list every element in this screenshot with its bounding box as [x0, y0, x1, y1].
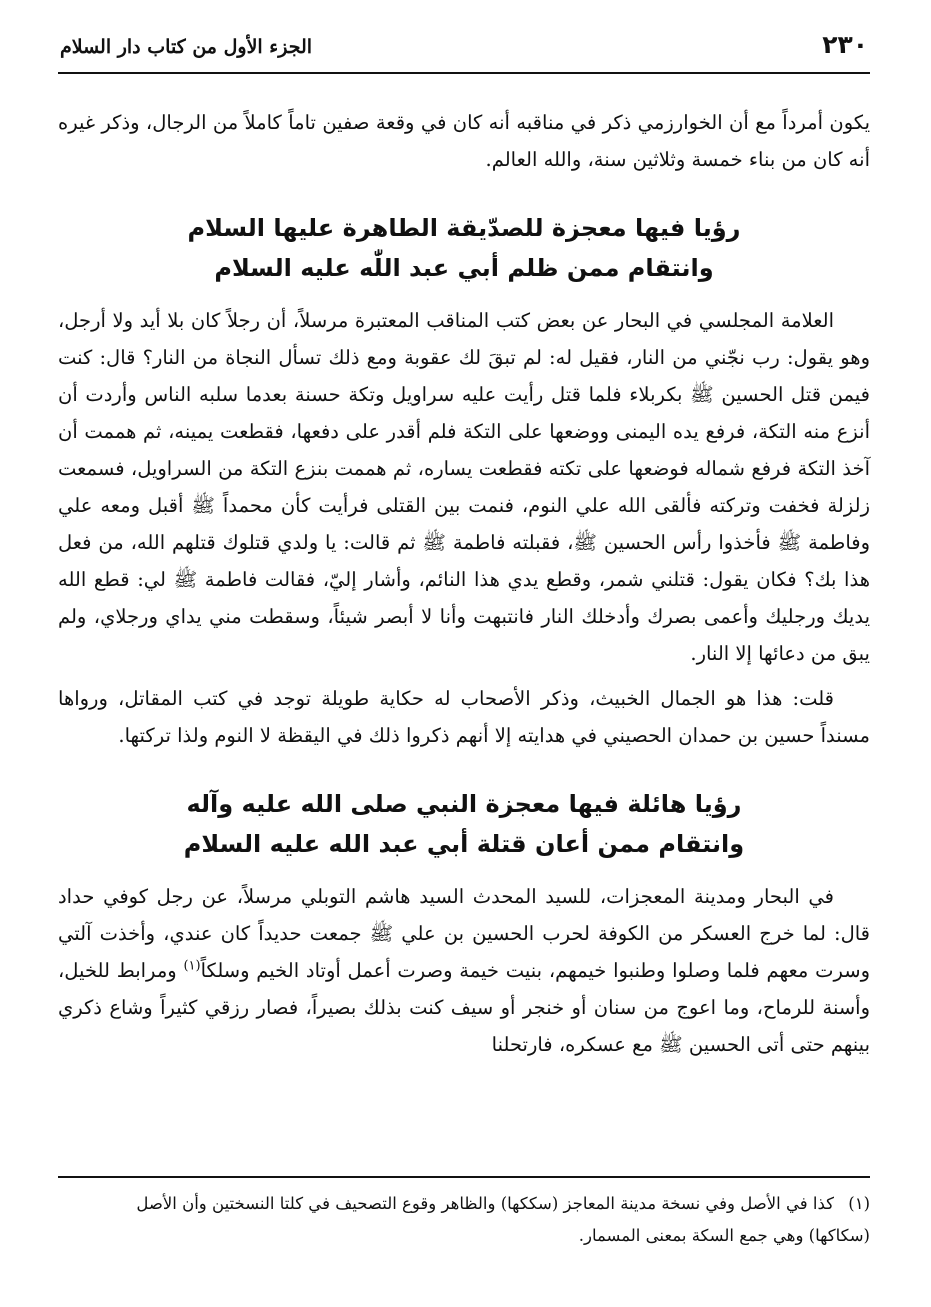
section-2-body-part-2: ومرابط للخيل، وأسنة للرماح، وما اعوج من سنان أو خنجر أو سيف كنت بذلك بصيراً، فصار رزقي كثيراً وشاع ذكري بينهم حتى أتى الحسين ﷺ مع عسكره، فارتحلنا	[58, 959, 870, 1056]
footnote-text: كذا في الأصل وفي نسخة مدينة المعاجز (سككها) والظاهر وقوع التصحيف في كلتا النسختين وأن الأصل	[136, 1194, 834, 1213]
section-1-title-line-1: رؤيا فيها معجزة للصدّيقة الطاهرة عليها السلام	[187, 214, 741, 242]
page-number: ٢٣٠	[822, 30, 868, 59]
section-2-heading	[58, 784, 870, 864]
section-1-body: العلامة المجلسي في البحار عن بعض كتب المناقب المعتبرة مرسلاً، أن رجلاً كان بلا أيد ولا أرجل، وهو يقول: رب نجّني من النار، فقيل له: لم تبقَ لك عقوبة ومع ذلك تسأل النجاة من النار؟ قال: كنت فيمن قتل الحسين ﷺ بكربلاء فلما قتل رأيت عليه سراويل وتكة حسنة بعدما سلبه الناس وأردت أن أنزع منه التكة، فرفع يده اليمنى ووضعها على التكة فلم أقدر على دفعها، فقطعت يمينه، ثم هممت أن آخذ التكة فرفع شماله فوضعها على تكته فقطعت يساره، ثم هممت بنزع التكة من السراويل، فسمعت زلزلة فخفت وتركته فألقى الله علي النوم، فنمت بين القتلى فرأيت كأن محمداً ﷺ أقبل ومعه علي وفاطمة ﷺ فأخذوا رأس الحسين ﷺ، فقبلته فاطمة ﷺ ثم قالت: يا ولدي قتلوك قتلهم الله، من فعل هذا بك؟ فكان يقول: قتلني شمر، وقطع يدي هذا النائم، وأشار إليّ، فقالت فاطمة ﷺ لي: قطع الله يديك ورجليك وأعمى بصرك وأدخلك النار فانتبهت وأنا لا أبصر شيئاً، وسقطت مني يداي ورجلاي، ولم يبق من دعائها إلا النار.	[58, 309, 870, 665]
footnote-continuation: (سكاكها) وهي جمع السكة بمعنى المسمار.	[578, 1226, 870, 1245]
section-2-body-part-1: في البحار ومدينة المعجزات، للسيد المحدث السيد هاشم التوبلي مرسلاً، عن رجل كوفي حداد قال: لما خرج العسكر من الكوفة لحرب الحسين بن علي ﷺ جمعت حديداً كان عندي، وأخذت آلتي وسرت معهم فلما وصلوا وطنبوا خيمهم، بنيت خيمة وصرت أعمل أوتاد الخيم وسلكاً	[58, 885, 871, 982]
section-1-title-line-2: وانتقام ممن ظلم أبي عبد اللّٰه عليه السلام	[214, 254, 714, 282]
intro-paragraph: يكون أمرداً مع أن الخوارزمي ذكر في مناقبه أنه كان في وقعة صفين تاماً كاملاً من الرجال، وذكر غيره أنه كان من بناء خمسة وثلاثين سنة، والله العالم.	[58, 111, 870, 171]
section-2-title-line-2: وانتقام ممن أعان قتلة أبي عبد الله عليه السلام	[183, 830, 745, 858]
section-2-title-line-1: رؤيا هائلة فيها معجزة النبي صلى الله عليه وآله	[186, 790, 742, 818]
section-1-heading	[58, 208, 870, 288]
footnote-divider	[58, 1176, 870, 1178]
section-1-note: قلت: هذا هو الجمال الخبيث، وذكر الأصحاب له حكاية طويلة توجد في كتب المقاتل، ورواها مسنداً حسين بن حمدان الحصيني في هدايته إلا أنهم ذكروا ذلك في اليقظة لا النوم ولذا تركتها.	[58, 687, 870, 747]
footnote	[58, 1188, 870, 1252]
section-2-body	[58, 878, 870, 1063]
book-page	[58, 28, 870, 1288]
footnote-reference[interactable]: (١)	[183, 958, 201, 974]
page-header	[58, 28, 870, 74]
running-title: الجزء الأول من كتاب دار السلام	[60, 36, 313, 58]
footnote-label: (١)	[848, 1194, 870, 1213]
